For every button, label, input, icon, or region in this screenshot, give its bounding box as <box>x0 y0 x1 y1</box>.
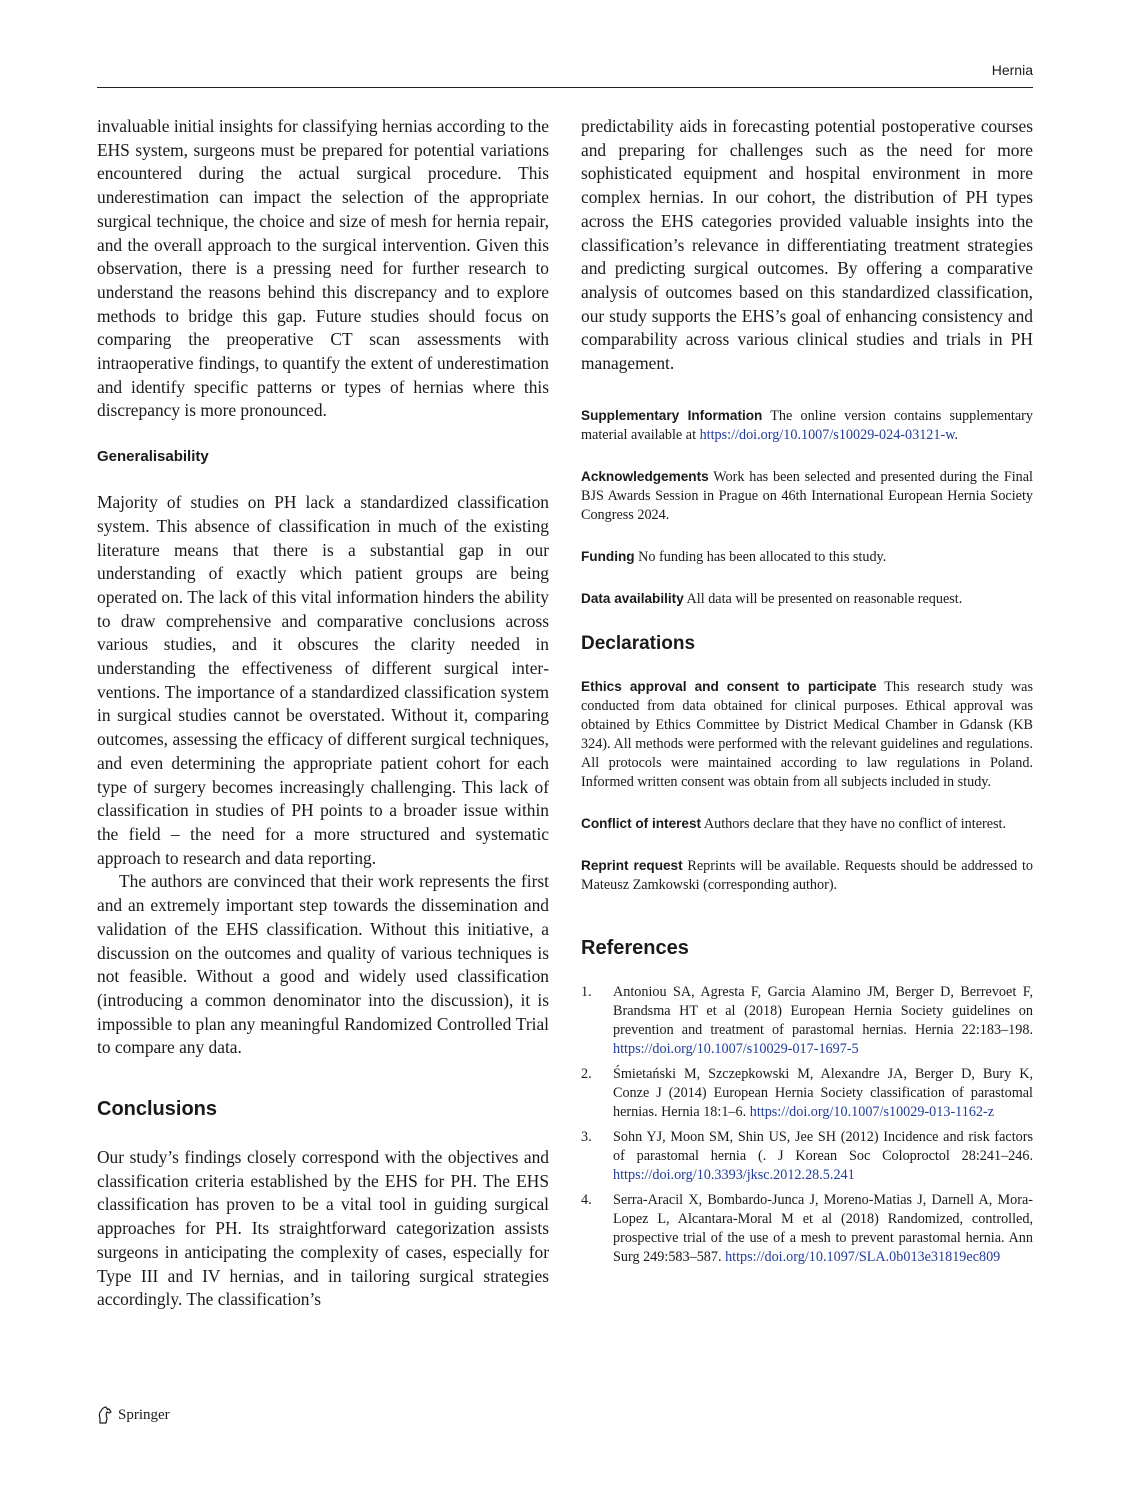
left-column <box>97 115 549 1312</box>
ethics-text: This research study was conducted from data obtained for clinical purposes. Ethical approval was obtained by Ethics Committee by District Medical Chamber in Gdansk (KB 324). All methods were performed with the relevant guidelines and regulations. All protocols were maintained according to law regulations in Poland. Informed written consent was obtain from all subjects included in study. <box>581 678 1033 790</box>
data-availability-label: Data availability <box>581 590 684 606</box>
reprint-request <box>581 856 1033 895</box>
reference-item <box>581 983 1033 1059</box>
acknowledgements <box>581 467 1033 525</box>
ethics-label: Ethics approval and consent to participate <box>581 678 877 694</box>
conflict-of-interest <box>581 814 1033 834</box>
paragraph-generalisability-1: Majority of studies on PH lack a standardized classification system. This absence of classification in much of the existing literature means that there is a substantial gap in our understanding of exactly which patient groups are being operated on. The lack of this vital information hinders the ability to draw comprehensive and comparative conclusions across various studies, and it obscures the clarity needed in understanding the effectiveness of different surgical interventions. The importance of a standardized classification system in surgical studies cannot be overstated. Without it, comparing outcomes, assessing the efficacy of different surgical techniques, and even determining the appropriate patient cohort for each type of surgery becomes increasingly challenging. This lack of classification in studies of PH points to a broader issue within the field – the need for a more structured and systematic approach to research and data reporting. <box>97 492 549 868</box>
paragraph-conclusions: Our study’s findings closely correspond with the objectives and classification criteria established by the EHS for PH. The EHS classification has proven to be a vital tool in guiding surgical approaches for PH. Its straightforward categorization assists surgeons in anticipating the complexity of cases, especially for Type III and IV hernias, and in tailoring surgical strategies accordingly. The classification’s <box>97 1147 549 1310</box>
heading-generalisability: Generalisability <box>97 448 209 466</box>
supplementary-text: The online version contains supplementary material available at <box>581 407 1033 443</box>
reference-doi-link[interactable]: https://doi.org/10.1097/SLA.0b013e31819ec809 <box>725 1248 1001 1265</box>
running-head-journal: Hernia <box>991 62 1033 78</box>
acknowledgements-label: Acknowledgements <box>581 468 709 484</box>
reference-item <box>581 1065 1033 1122</box>
supplementary-end: . <box>954 426 959 443</box>
heading-conclusions: Conclusions <box>97 1098 218 1121</box>
right-column <box>581 115 1033 1273</box>
heading-declarations: Declarations <box>581 632 696 654</box>
reference-number: 1. <box>581 983 592 1000</box>
reference-text: Serra-Aracil X, Bombardo-Junca J, Moreno-Matias J, Darnell A, Mora-Lopez L, Alcantara-Moral M et al (2018) Randomized, controlled, prospective trial of the use of a mesh to prevent parastomal hernia. Ann Surg 249:583–587. <box>613 1191 1033 1265</box>
page-footer <box>97 1406 170 1424</box>
conflict-label: Conflict of interest <box>581 815 702 831</box>
reference-number: 4. <box>581 1191 592 1208</box>
reprint-label: Reprint request <box>581 857 683 873</box>
reprint-text: Reprints will be available. Requests should be addressed to Mateusz Zamkowski (corresponding author). <box>581 857 1033 893</box>
data-availability <box>581 589 1033 609</box>
reference-doi-link[interactable]: https://doi.org/10.1007/s10029-017-1697-5 <box>613 1040 859 1057</box>
funding-text: No funding has been allocated to this study. <box>638 548 887 565</box>
reference-item <box>581 1191 1033 1267</box>
reference-text: Sohn YJ, Moon SM, Shin US, Jee SH (2012) Incidence and risk factors of parastomal hernia (. J Korean Soc Coloproctol 28:241–246. <box>613 1128 1033 1164</box>
ethics-approval <box>581 677 1033 792</box>
reference-text: Antoniou SA, Agresta F, Garcia Alamino JM, Berger D, Berrevoet F, Brandsma HT et al (2018) European Hernia Society guidelines on prevention and treatment of parastomal hernias. Hernia 22:183–198. <box>613 983 1033 1038</box>
reference-list <box>581 983 1033 1267</box>
heading-references: References <box>581 936 689 959</box>
springer-horse-icon <box>97 1406 113 1424</box>
supplementary-label: Supplementary Information <box>581 407 763 423</box>
reference-doi-link[interactable]: https://doi.org/10.1007/s10029-013-1162-z <box>749 1103 995 1120</box>
funding-label: Funding <box>581 548 635 564</box>
paragraph-generalisability-2: The authors are convinced that their work represents the first and an extremely important step towards the dissemination and validation of the EHS classification. Without this initiative, a discussion on the outcomes and quality of various techniques is not feasible. Without a good and widely used classification (introducing a common denominator into the discussion), it is impossible to plan any meaningful Randomized Controlled Trial to compare any data. <box>97 871 549 1058</box>
publisher-name: Springer <box>118 1406 170 1423</box>
conflict-text: Authors declare that they have no conflict of interest. <box>703 815 1007 832</box>
data-availability-text: All data will be presented on reasonable request. <box>686 590 963 607</box>
reference-item <box>581 1128 1033 1185</box>
supplementary-information <box>581 406 1033 445</box>
reference-number: 3. <box>581 1128 592 1145</box>
reference-text: Śmietański M, Szczepkowski M, Alexandre JA, Berger D, Bury K, Conze J (2014) European Hernia Society classification of parastomal hernias. Hernia 18:1–6. <box>613 1065 1033 1120</box>
acknowledgements-text: Work has been selected and presented during the Final BJS Awards Session in Prague on 46th International European Hernia Society Congress 2024. <box>581 468 1033 523</box>
supplementary-link[interactable]: https://doi.org/10.1007/s10029-024-03121-w <box>699 426 955 443</box>
paragraph-intro: invaluable initial insights for classifying hernias according to the EHS system, surgeons must be prepared for potential variations encountered during the actual surgical procedure. This underestimation can impact the selection of the appropriate surgical technique, the choice and size of mesh for hernia repair, and the overall approach to the surgical intervention. Given this observation, there is a pressing need for further research to understand the reasons behind this discrepancy and to explore methods to bridge this gap. Future studies should focus on comparing the preoperative CT scan assessments with intraoperative findings, to quantify the extent of underestimation and identify specific patterns or types of hernias where this discrepancy is more pronounced. <box>97 116 549 421</box>
paragraph-conclusions-continued: predictability aids in forecasting potential postoperative courses and preparing for challenges such as the need for more sophisticated equipment and hospital environment in more complex hernias. In our cohort, the distribution of PH types across the EHS categories provided valuable insights into the classification’s relevance in differentiating treatment strategies and predicting surgical outcomes. By offering a comparative analysis of outcomes based on this standardized classification, our study supports the EHS’s goal of enhancing consistency and comparability across various clinical studies and trials in PH management. <box>581 116 1033 374</box>
reference-doi-link[interactable]: https://doi.org/10.3393/jksc.2012.28.5.241 <box>613 1166 855 1183</box>
header-rule <box>97 87 1033 88</box>
funding <box>581 547 1033 567</box>
reference-number: 2. <box>581 1065 592 1082</box>
